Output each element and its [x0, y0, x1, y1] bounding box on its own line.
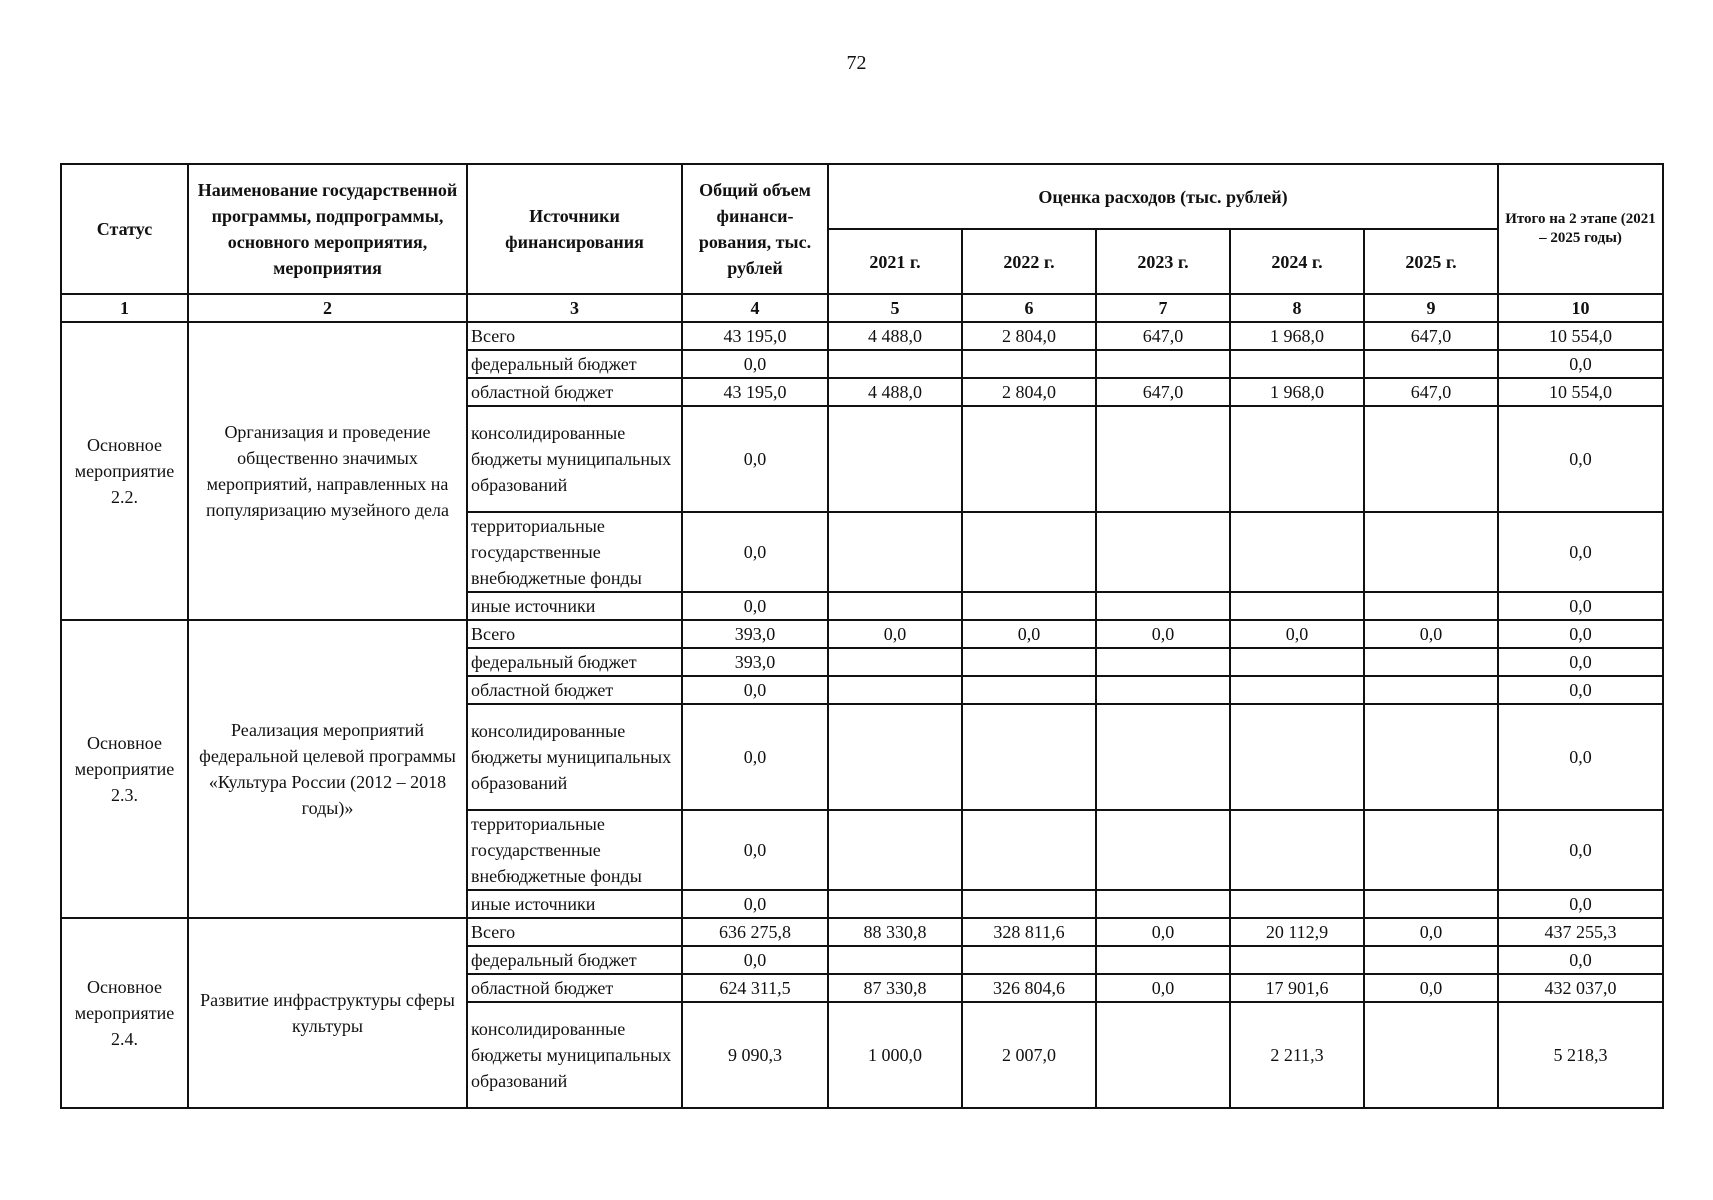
- year-cell: [1364, 350, 1498, 378]
- year-cell: 17 901,6: [1230, 974, 1364, 1002]
- year-cell: [1230, 946, 1364, 974]
- stage-total-cell: 10 554,0: [1498, 322, 1663, 350]
- source-cell: Всего: [467, 620, 682, 648]
- name-cell: Реализация мероприятий федеральной целевой программы «Культура России (2012 – 2018 годы)»: [188, 620, 467, 918]
- column-number: 1: [61, 294, 188, 322]
- stage-total-cell: 0,0: [1498, 704, 1663, 810]
- year-cell: [962, 946, 1096, 974]
- year-cell: [1230, 592, 1364, 620]
- total-cell: 393,0: [682, 648, 828, 676]
- header-year-2021: 2021 г.: [828, 229, 962, 294]
- header-total: Общий объем финанси-рования, тыс. рублей: [682, 164, 828, 294]
- year-cell: 647,0: [1364, 322, 1498, 350]
- budget-table: [60, 163, 1664, 1109]
- status-cell: Основное мероприятие 2.2.: [61, 322, 188, 620]
- year-cell: [1364, 946, 1498, 974]
- year-cell: [962, 810, 1096, 890]
- year-cell: [1096, 810, 1230, 890]
- header-year-2024: 2024 г.: [1230, 229, 1364, 294]
- source-cell: консолидированные бюджеты муниципальных образований: [467, 406, 682, 512]
- year-cell: 0,0: [1364, 918, 1498, 946]
- column-number: 5: [828, 294, 962, 322]
- column-number: 8: [1230, 294, 1364, 322]
- year-cell: [1230, 648, 1364, 676]
- year-cell: [828, 648, 962, 676]
- year-cell: 87 330,8: [828, 974, 962, 1002]
- stage-total-cell: 437 255,3: [1498, 918, 1663, 946]
- total-cell: 0,0: [682, 676, 828, 704]
- header-status: Статус: [61, 164, 188, 294]
- source-cell: территориальные государственные внебюджетные фонды: [467, 512, 682, 592]
- year-cell: [1364, 512, 1498, 592]
- year-cell: [1230, 512, 1364, 592]
- status-cell: Основное мероприятие 2.3.: [61, 620, 188, 918]
- year-cell: 2 804,0: [962, 322, 1096, 350]
- year-cell: 1 968,0: [1230, 378, 1364, 406]
- year-cell: [1230, 810, 1364, 890]
- year-cell: [1230, 350, 1364, 378]
- status-cell: Основное мероприятие 2.4.: [61, 918, 188, 1108]
- year-cell: [828, 946, 962, 974]
- source-cell: консолидированные бюджеты муниципальных образований: [467, 1002, 682, 1108]
- header-name: Наименование государственной программы, подпрограммы, основного мероприятия, мероприятия: [188, 164, 467, 294]
- stage-total-cell: 0,0: [1498, 810, 1663, 890]
- year-cell: [1096, 1002, 1230, 1108]
- stage-total-cell: 0,0: [1498, 350, 1663, 378]
- source-cell: Всего: [467, 918, 682, 946]
- header-year-2025: 2025 г.: [1364, 229, 1498, 294]
- year-cell: [1230, 676, 1364, 704]
- column-number: 6: [962, 294, 1096, 322]
- total-cell: 0,0: [682, 592, 828, 620]
- column-number: 3: [467, 294, 682, 322]
- stage-total-cell: 10 554,0: [1498, 378, 1663, 406]
- total-cell: 0,0: [682, 890, 828, 918]
- year-cell: 4 488,0: [828, 378, 962, 406]
- year-cell: [1096, 676, 1230, 704]
- source-cell: областной бюджет: [467, 676, 682, 704]
- stage-total-cell: 0,0: [1498, 512, 1663, 592]
- source-cell: консолидированные бюджеты муниципальных образований: [467, 704, 682, 810]
- year-cell: [962, 350, 1096, 378]
- page-number: 72: [846, 52, 867, 74]
- table-row: [61, 620, 1663, 648]
- year-cell: 0,0: [962, 620, 1096, 648]
- header-sources: Источники финансирования: [467, 164, 682, 294]
- year-cell: 1 000,0: [828, 1002, 962, 1108]
- year-cell: 2 211,3: [1230, 1002, 1364, 1108]
- total-cell: 636 275,8: [682, 918, 828, 946]
- year-cell: [962, 648, 1096, 676]
- source-cell: федеральный бюджет: [467, 648, 682, 676]
- source-cell: областной бюджет: [467, 378, 682, 406]
- table-row: [61, 918, 1663, 946]
- year-cell: [1096, 350, 1230, 378]
- year-cell: 0,0: [1096, 620, 1230, 648]
- total-cell: 0,0: [682, 406, 828, 512]
- year-cell: [1096, 704, 1230, 810]
- total-cell: 393,0: [682, 620, 828, 648]
- total-cell: 624 311,5: [682, 974, 828, 1002]
- year-cell: [962, 890, 1096, 918]
- total-cell: 43 195,0: [682, 322, 828, 350]
- total-cell: 43 195,0: [682, 378, 828, 406]
- year-cell: [828, 592, 962, 620]
- header-year-2023: 2023 г.: [1096, 229, 1230, 294]
- year-cell: [1096, 946, 1230, 974]
- year-cell: 647,0: [1364, 378, 1498, 406]
- year-cell: 0,0: [1230, 620, 1364, 648]
- total-cell: 0,0: [682, 810, 828, 890]
- year-cell: [1364, 676, 1498, 704]
- year-cell: 0,0: [1096, 918, 1230, 946]
- stage-total-cell: 0,0: [1498, 620, 1663, 648]
- year-cell: [828, 350, 962, 378]
- header-stage-total: Итого на 2 этапе (2021 – 2025 годы): [1498, 164, 1663, 294]
- year-cell: [1364, 704, 1498, 810]
- source-cell: областной бюджет: [467, 974, 682, 1002]
- source-cell: федеральный бюджет: [467, 350, 682, 378]
- year-cell: [962, 512, 1096, 592]
- column-number: 4: [682, 294, 828, 322]
- stage-total-cell: 0,0: [1498, 592, 1663, 620]
- year-cell: [828, 676, 962, 704]
- year-cell: 647,0: [1096, 322, 1230, 350]
- column-number: 2: [188, 294, 467, 322]
- year-cell: 0,0: [1096, 974, 1230, 1002]
- year-cell: [828, 406, 962, 512]
- source-cell: иные источники: [467, 592, 682, 620]
- year-cell: 4 488,0: [828, 322, 962, 350]
- year-cell: [1364, 1002, 1498, 1108]
- year-cell: 1 968,0: [1230, 322, 1364, 350]
- year-cell: [828, 890, 962, 918]
- year-cell: 647,0: [1096, 378, 1230, 406]
- year-cell: 88 330,8: [828, 918, 962, 946]
- year-cell: [1364, 810, 1498, 890]
- year-cell: [962, 704, 1096, 810]
- year-cell: [828, 704, 962, 810]
- year-cell: [1230, 406, 1364, 512]
- year-cell: [962, 676, 1096, 704]
- total-cell: 0,0: [682, 946, 828, 974]
- year-cell: 328 811,6: [962, 918, 1096, 946]
- total-cell: 0,0: [682, 512, 828, 592]
- column-numbers-row: [61, 294, 1663, 322]
- year-cell: [1230, 890, 1364, 918]
- column-number: 7: [1096, 294, 1230, 322]
- stage-total-cell: 432 037,0: [1498, 974, 1663, 1002]
- year-cell: [828, 512, 962, 592]
- year-cell: 20 112,9: [1230, 918, 1364, 946]
- source-cell: иные источники: [467, 890, 682, 918]
- year-cell: 2 804,0: [962, 378, 1096, 406]
- year-cell: 0,0: [828, 620, 962, 648]
- year-cell: [962, 592, 1096, 620]
- year-cell: [1364, 648, 1498, 676]
- source-cell: Всего: [467, 322, 682, 350]
- year-cell: 326 804,6: [962, 974, 1096, 1002]
- year-cell: [1096, 406, 1230, 512]
- header-year-2022: 2022 г.: [962, 229, 1096, 294]
- year-cell: [1096, 890, 1230, 918]
- stage-total-cell: 0,0: [1498, 648, 1663, 676]
- header-estimate: Оценка расходов (тыс. рублей): [828, 164, 1498, 229]
- total-cell: 0,0: [682, 350, 828, 378]
- year-cell: [1364, 406, 1498, 512]
- table-row: [61, 322, 1663, 350]
- year-cell: [828, 810, 962, 890]
- name-cell: Развитие инфраструктуры сферы культуры: [188, 918, 467, 1108]
- stage-total-cell: 0,0: [1498, 406, 1663, 512]
- year-cell: 0,0: [1364, 974, 1498, 1002]
- stage-total-cell: 0,0: [1498, 946, 1663, 974]
- year-cell: 2 007,0: [962, 1002, 1096, 1108]
- stage-total-cell: 5 218,3: [1498, 1002, 1663, 1108]
- stage-total-cell: 0,0: [1498, 676, 1663, 704]
- name-cell: Организация и проведение общественно значимых мероприятий, направленных на популяризацию музейного дела: [188, 322, 467, 620]
- year-cell: 0,0: [1364, 620, 1498, 648]
- year-cell: [1096, 512, 1230, 592]
- source-cell: территориальные государственные внебюджетные фонды: [467, 810, 682, 890]
- year-cell: [1096, 592, 1230, 620]
- column-number: 10: [1498, 294, 1663, 322]
- source-cell: федеральный бюджет: [467, 946, 682, 974]
- total-cell: 0,0: [682, 704, 828, 810]
- stage-total-cell: 0,0: [1498, 890, 1663, 918]
- year-cell: [1096, 648, 1230, 676]
- year-cell: [1364, 592, 1498, 620]
- year-cell: [1230, 704, 1364, 810]
- year-cell: [962, 406, 1096, 512]
- column-number: 9: [1364, 294, 1498, 322]
- year-cell: [1364, 890, 1498, 918]
- total-cell: 9 090,3: [682, 1002, 828, 1108]
